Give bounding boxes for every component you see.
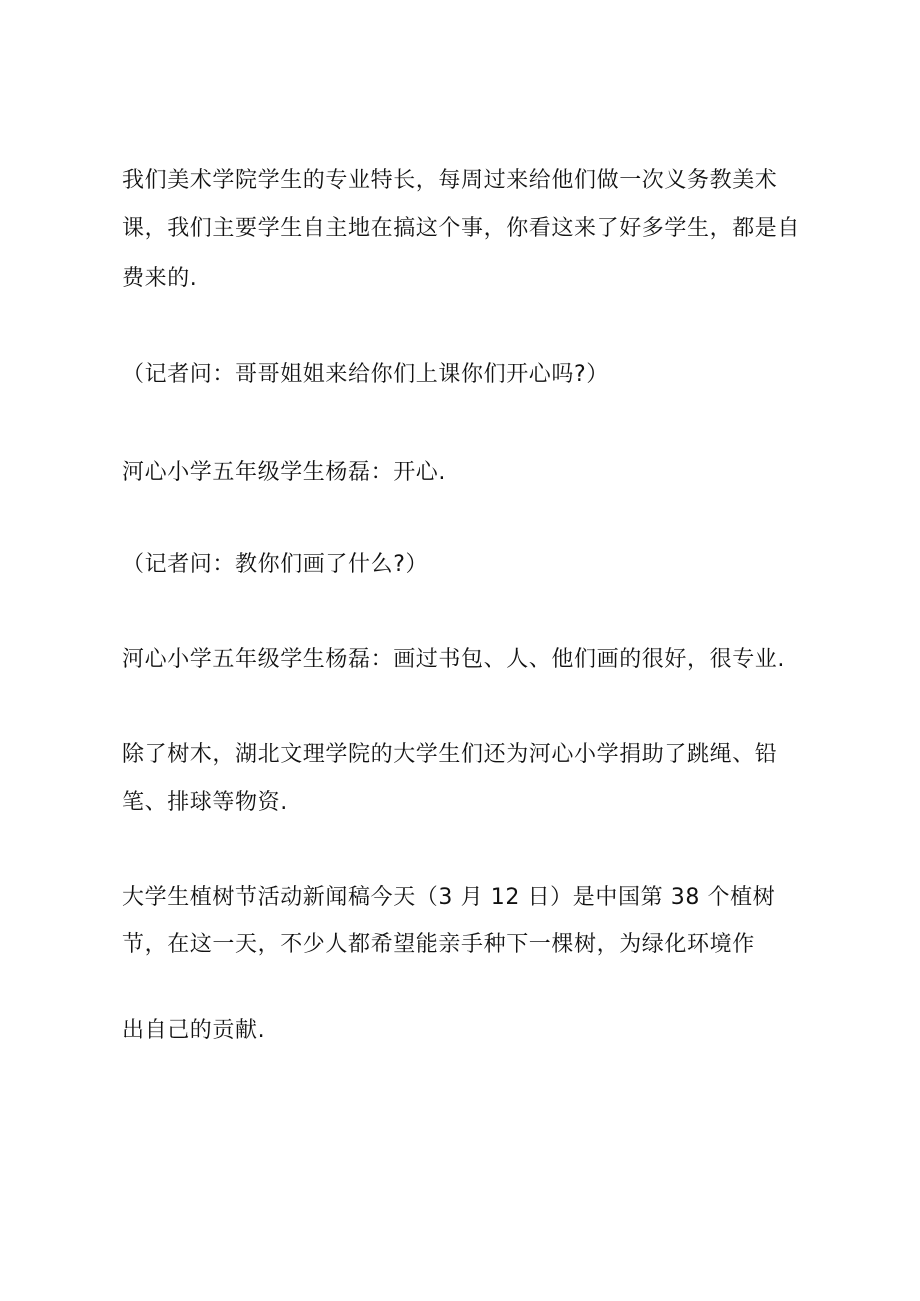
paragraph-1-line-3: 费来的. (122, 266, 198, 291)
paragraph-5-line-1: 河心小学五年级学生杨磊：画过书包、人、他们画的很好，很专业. (122, 647, 785, 672)
paragraph-6-line-1: 除了树木，湖北文理学院的大学生们还为河心小学捐助了跳绳、铅 (122, 742, 778, 767)
paragraph-7-line-1: 大学生植树节活动新闻稿今天（3 月 12 日）是中国第 38 个植树 (122, 885, 776, 910)
paragraph-4-line-1: （记者问：教你们画了什么?） (122, 552, 429, 577)
paragraph-2-line-1: （记者问：哥哥姐姐来给你们上课你们开心吗?） (122, 362, 609, 387)
paragraph-1-line-1: 我们美术学院学生的专业特长，每周过来给他们做一次义务教美术 (122, 168, 778, 193)
paragraph-6-line-2: 笔、排球等物资. (122, 790, 288, 815)
paragraph-1-line-2: 课，我们主要学生自主地在搞这个事，你看这来了好多学生，都是自 (122, 216, 801, 241)
paragraph-7-line-3: 出自己的贡献. (122, 1018, 266, 1043)
paragraph-3-line-1: 河心小学五年级学生杨磊：开心. (122, 460, 446, 485)
paragraph-7-line-2: 节，在这一天，不少人都希望能亲手种下一棵树，为绿化环境作 (122, 932, 755, 957)
